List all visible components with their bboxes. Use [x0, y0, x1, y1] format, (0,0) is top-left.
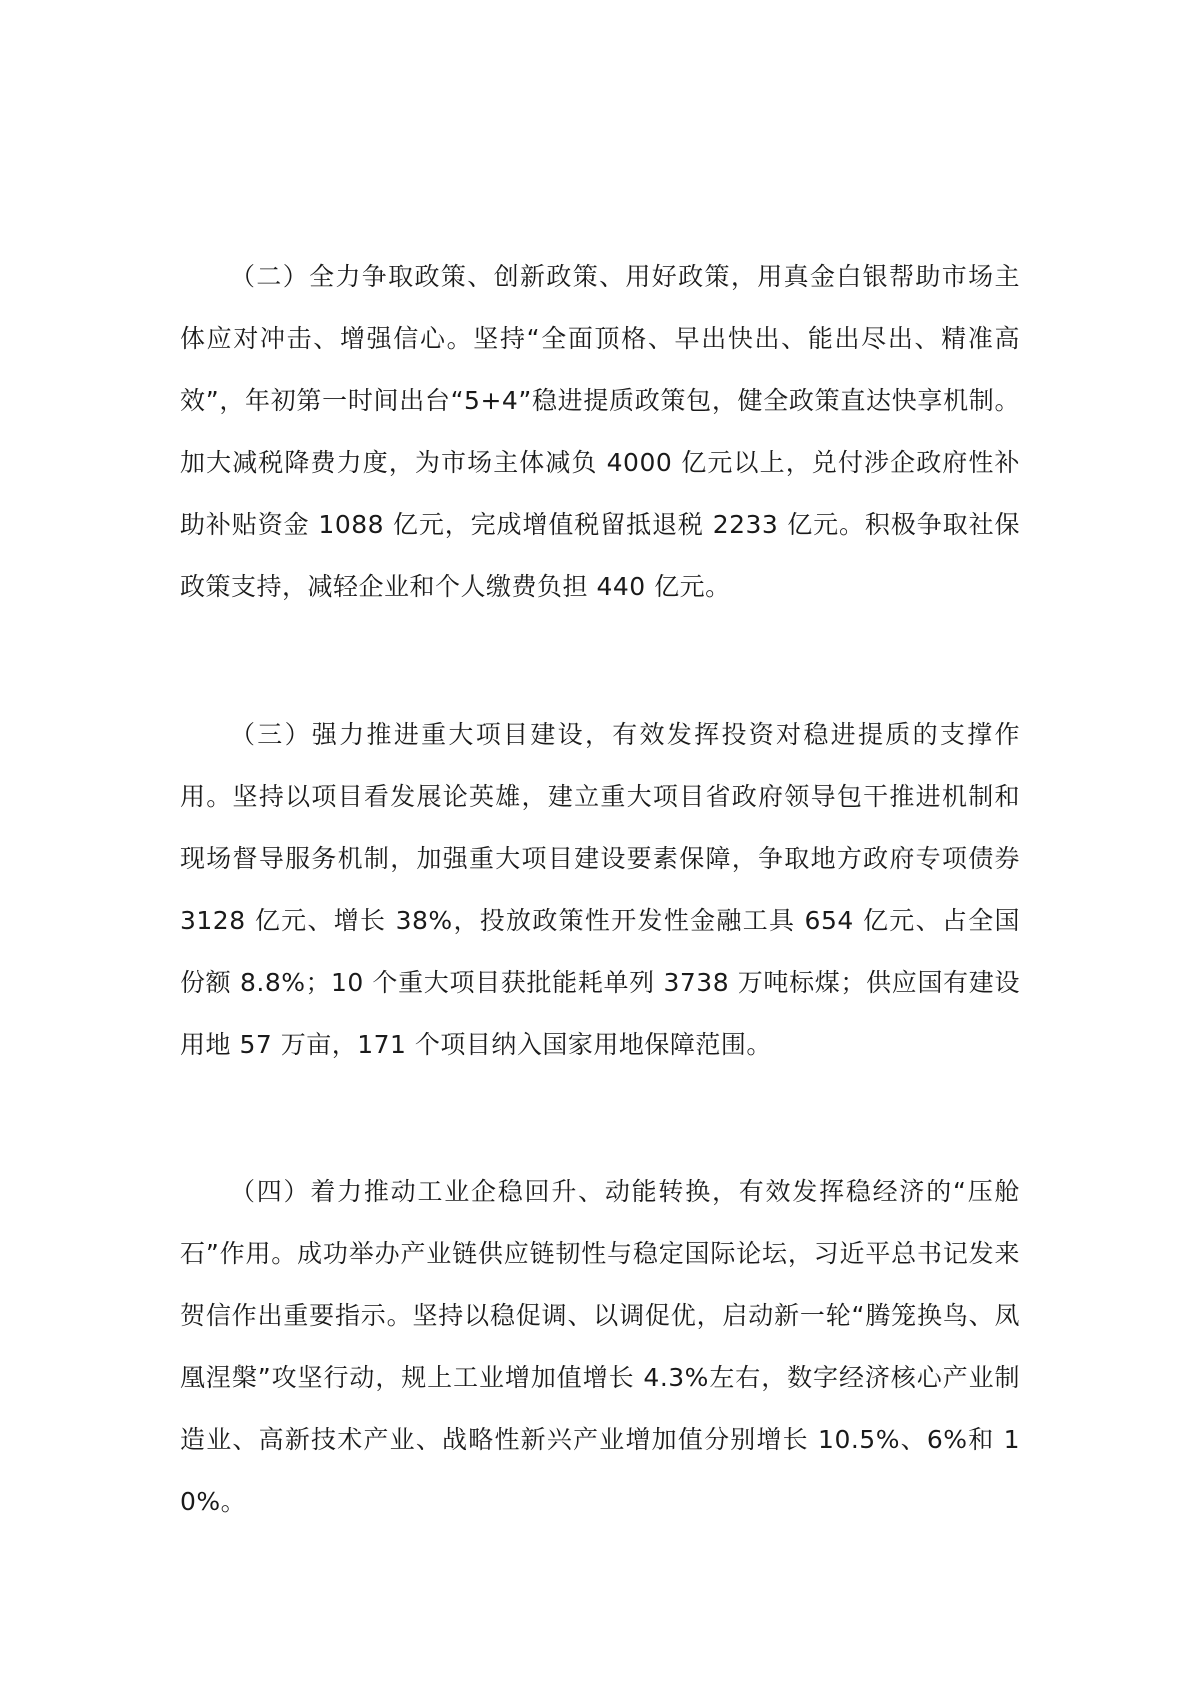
paragraph-section-3: （三）强力推进重大项目建设，有效发挥投资对稳进提质的支撑作用。坚持以项目看发展论英雄，建立重大项目省政府领导包干推进机制和现场督导服务机制，加强重大项目建设要素保障，争取地方政府专项债券 3128 亿元、增长 38%，投放政策性开发性金融工具 654 亿元、占全国份额 8.8%；10 个重大项目获批能耗单列 3738 万吨标煤；供应国有建设用地 57 万亩，171 个项目纳入国家用地保障范围。: [180, 720, 1020, 1059]
paragraph-section-4: （四）着力推动工业企稳回升、动能转换，有效发挥稳经济的“压舱石”作用。成功举办产业链供应链韧性与稳定国际论坛，习近平总书记发来贺信作出重要指示。坚持以稳促调、以调促优，启动新一轮“腾笼换鸟、凤凰涅槃”攻坚行动，规上工业增加值增长 4.3%左右，数字经济核心产业制造业、高新技术产业、战略性新兴产业增加值分别增长 10.5%、6%和 10%。: [180, 1177, 1020, 1516]
paragraph-section-2: （二）全力争取政策、创新政策、用好政策，用真金白银帮助市场主体应对冲击、增强信心。坚持“全面顶格、早出快出、能出尽出、精准高效”，年初第一时间出台“5+4”稳进提质政策包，健全政策直达快享机制。加大减税降费力度，为市场主体减负 4000 亿元以上，兑付涉企政府性补助补贴资金 1088 亿元，完成增值税留抵退税 2233 亿元。积极争取社保政策支持，减轻企业和个人缴费负担 440 亿元。: [180, 262, 1020, 601]
